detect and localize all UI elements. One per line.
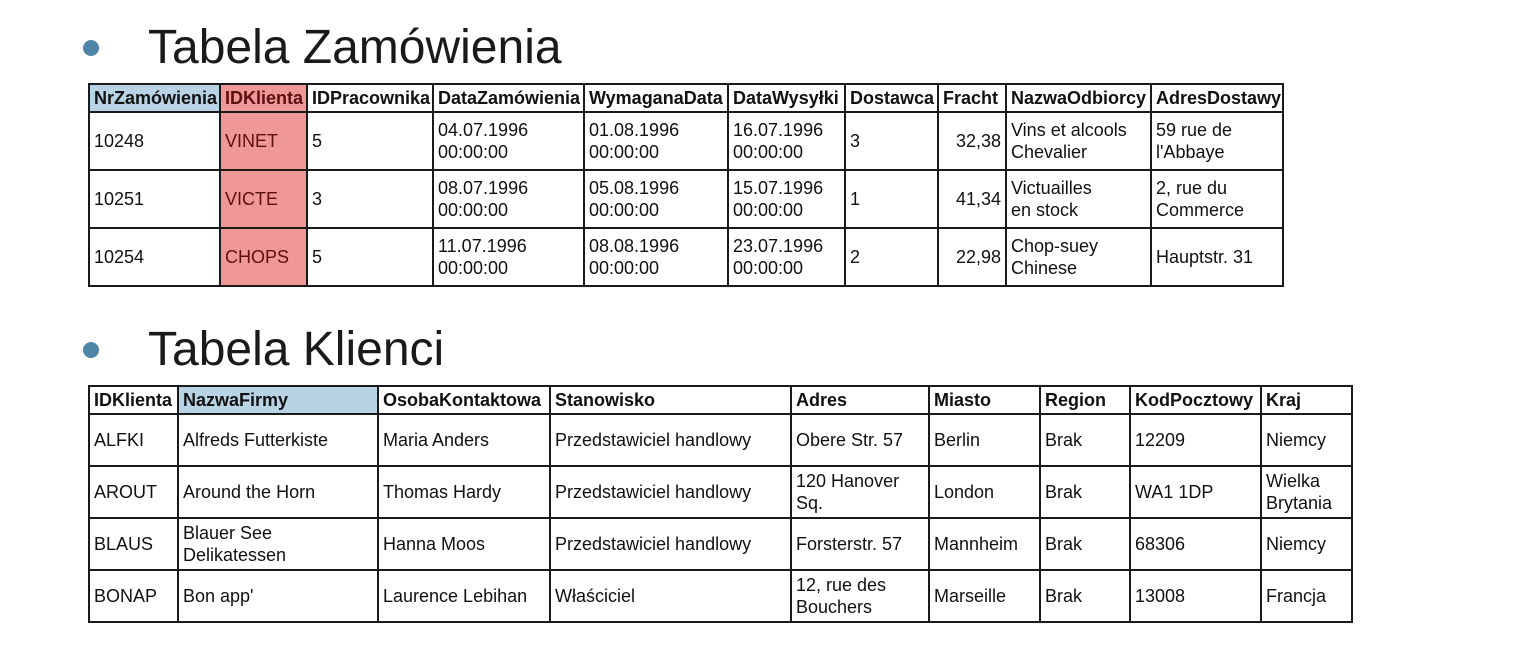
cell-line: Brytania [1266, 493, 1333, 513]
table-cell: 3 [307, 170, 433, 228]
table-cell: 13008 [1130, 570, 1261, 622]
table-cell: Berlin [929, 414, 1040, 466]
cell-line: Chevalier [1011, 142, 1088, 162]
orders-header-row [89, 84, 1283, 112]
bullet-icon [83, 40, 99, 56]
orders-col-header: WymaganaData [584, 84, 728, 112]
table-cell: Brak [1040, 570, 1130, 622]
clients-col-header: Kraj [1261, 386, 1352, 414]
table-cell [1151, 112, 1283, 170]
table-cell: 12209 [1130, 414, 1261, 466]
cell-line: 05.08.1996 [589, 178, 680, 198]
orders-col-header: DataWysyłki [728, 84, 845, 112]
table-cell: 41,34 [938, 170, 1006, 228]
table-cell: Francja [1261, 570, 1352, 622]
orders-col-header: DataZamówienia [433, 84, 584, 112]
table-cell [791, 570, 929, 622]
table-cell [433, 170, 584, 228]
table-cell: VINET [220, 112, 307, 170]
cell-line: 00:00:00 [438, 200, 509, 220]
cell-line: 08.07.1996 [438, 178, 529, 198]
orders-col-header: Dostawca [845, 84, 938, 112]
table-cell: Forsterstr. 57 [791, 518, 929, 570]
table-cell [1151, 170, 1283, 228]
table-cell [584, 228, 728, 286]
cell-line: 00:00:00 [589, 258, 660, 278]
table-cell: WA1 1DP [1130, 466, 1261, 518]
cell-line: 00:00:00 [438, 142, 509, 162]
table-cell: Brak [1040, 518, 1130, 570]
table-cell: 1 [845, 170, 938, 228]
table-cell: Przedstawiciel handlowy [550, 518, 791, 570]
clients-col-header: OsobaKontaktowa [378, 386, 550, 414]
table-cell: Niemcy [1261, 414, 1352, 466]
cell-line: 00:00:00 [438, 258, 509, 278]
table-cell: 5 [307, 112, 433, 170]
table-cell [728, 170, 845, 228]
table-row [89, 228, 1283, 286]
table-cell [791, 466, 929, 518]
cell-line: Commerce [1156, 200, 1245, 220]
cell-line: Blauer See [183, 523, 273, 543]
table-row [89, 112, 1283, 170]
cell-line: 08.08.1996 [589, 236, 680, 256]
cell-line: 00:00:00 [589, 142, 660, 162]
clients-col-header: Region [1040, 386, 1130, 414]
cell-line: Victuailles [1011, 178, 1092, 198]
cell-line: 59 rue de [1156, 120, 1233, 140]
table-cell: 22,98 [938, 228, 1006, 286]
table-cell [1006, 112, 1151, 170]
orders-col-header: IDKlienta [220, 84, 307, 112]
table-row [89, 570, 1352, 622]
cell-line: 11.07.1996 [438, 236, 527, 256]
table-cell [178, 518, 378, 570]
orders-col-header: Fracht [938, 84, 1006, 112]
table-cell: Bon app' [178, 570, 378, 622]
table-cell: Obere Str. 57 [791, 414, 929, 466]
clients-col-header: Stanowisko [550, 386, 791, 414]
bullet-icon [83, 342, 99, 358]
clients-header-row [89, 386, 1352, 414]
section-title-orders: Tabela Zamówienia [148, 21, 562, 74]
cell-line: 00:00:00 [733, 142, 804, 162]
clients-col-header: KodPocztowy [1130, 386, 1261, 414]
cell-line: 15.07.1996 [733, 178, 824, 198]
cell-line: 23.07.1996 [733, 236, 824, 256]
table-cell: CHOPS [220, 228, 307, 286]
table-cell: Brak [1040, 414, 1130, 466]
table-cell [1006, 228, 1151, 286]
table-row [89, 170, 1283, 228]
orders-col-header: NazwaOdbiorcy [1006, 84, 1151, 112]
table-cell: Thomas Hardy [378, 466, 550, 518]
table-cell [728, 112, 845, 170]
table-cell: 2 [845, 228, 938, 286]
table-cell: Maria Anders [378, 414, 550, 466]
table-cell [1006, 170, 1151, 228]
cell-line: Hauptstr. 31 [1156, 247, 1254, 267]
cell-line: Chinese [1011, 258, 1078, 278]
orders-table [88, 83, 1284, 287]
cell-line: 01.08.1996 [589, 120, 680, 140]
cell-line: Vins et alcools [1011, 120, 1127, 140]
table-cell: Around the Horn [178, 466, 378, 518]
table-cell: BLAUS [89, 518, 178, 570]
cell-line: 04.07.1996 [438, 120, 529, 140]
table-cell: 32,38 [938, 112, 1006, 170]
table-cell: 68306 [1130, 518, 1261, 570]
orders-col-header: AdresDostawy [1151, 84, 1283, 112]
table-cell [433, 112, 584, 170]
table-cell: Marseille [929, 570, 1040, 622]
cell-line: 120 Hanover [796, 471, 900, 491]
orders-col-header: NrZamówienia [89, 84, 220, 112]
table-cell: Mannheim [929, 518, 1040, 570]
table-cell [1151, 228, 1283, 286]
table-cell: 3 [845, 112, 938, 170]
cell-line: Bouchers [796, 597, 873, 617]
table-cell: 10248 [89, 112, 220, 170]
table-cell: 10254 [89, 228, 220, 286]
table-cell: Brak [1040, 466, 1130, 518]
cell-line: 2, rue du [1156, 178, 1228, 198]
cell-line: l'Abbaye [1156, 142, 1225, 162]
orders-col-header: IDPracownika [307, 84, 433, 112]
clients-col-header: Adres [791, 386, 929, 414]
table-cell: Właściciel [550, 570, 791, 622]
cell-line: en stock [1011, 200, 1079, 220]
table-cell: ALFKI [89, 414, 178, 466]
table-row [89, 518, 1352, 570]
cell-line: Wielka [1266, 471, 1321, 491]
section-title-clients: Tabela Klienci [148, 323, 445, 376]
table-cell: Hanna Moos [378, 518, 550, 570]
cell-line: Sq. [796, 493, 824, 513]
table-row [89, 414, 1352, 466]
table-cell: 10251 [89, 170, 220, 228]
table-cell [433, 228, 584, 286]
cell-line: 00:00:00 [589, 200, 660, 220]
table-cell: Alfreds Futterkiste [178, 414, 378, 466]
table-cell [1261, 466, 1352, 518]
clients-col-header: Miasto [929, 386, 1040, 414]
cell-line: 16.07.1996 [733, 120, 824, 140]
table-row [89, 466, 1352, 518]
cell-line: Chop-suey [1011, 236, 1099, 256]
table-cell [584, 170, 728, 228]
table-cell: BONAP [89, 570, 178, 622]
table-cell: Laurence Lebihan [378, 570, 550, 622]
table-cell: AROUT [89, 466, 178, 518]
clients-table [88, 385, 1353, 623]
cell-line: Delikatessen [183, 545, 287, 565]
table-cell: Przedstawiciel handlowy [550, 466, 791, 518]
clients-col-header: IDKlienta [89, 386, 178, 414]
table-cell [728, 228, 845, 286]
cell-line: 00:00:00 [733, 258, 804, 278]
table-cell: VICTE [220, 170, 307, 228]
table-cell: 5 [307, 228, 433, 286]
table-cell [584, 112, 728, 170]
clients-col-header: NazwaFirmy [178, 386, 378, 414]
table-cell: London [929, 466, 1040, 518]
cell-line: 00:00:00 [733, 200, 804, 220]
cell-line: 12, rue des [796, 575, 887, 595]
table-cell: Niemcy [1261, 518, 1352, 570]
table-cell: Przedstawiciel handlowy [550, 414, 791, 466]
